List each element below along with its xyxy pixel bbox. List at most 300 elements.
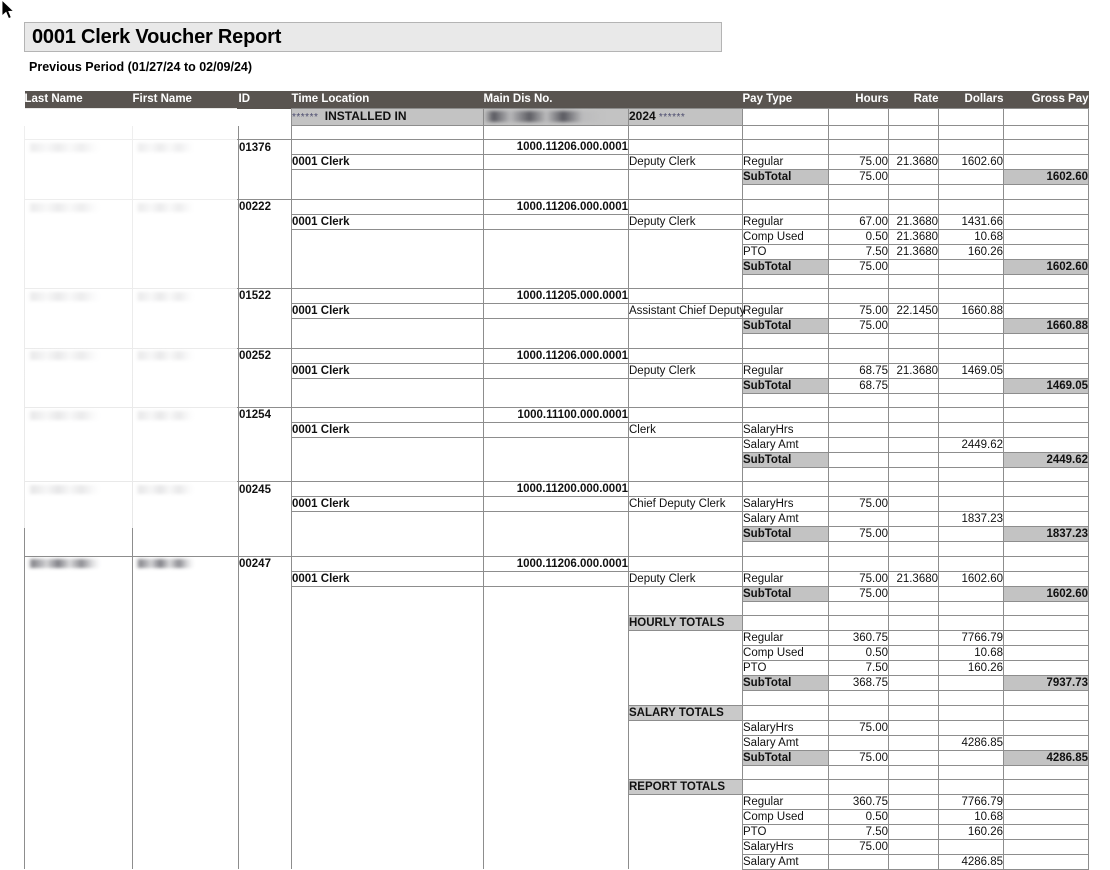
event-position: Chief Deputy Clerk xyxy=(629,497,743,512)
gap-cell xyxy=(829,185,889,199)
pay-line-firstname-blank xyxy=(133,512,239,527)
pay-type: Regular xyxy=(743,571,829,586)
totals-line-id-blank xyxy=(239,646,292,661)
pay-rate: 21.3680 xyxy=(889,571,939,586)
employee-main-dis-no: 1000.11206.000.0001 xyxy=(484,199,629,214)
subtotal-rate-blank xyxy=(889,319,939,334)
gap-cell xyxy=(25,601,133,615)
totals-hours: 0.50 xyxy=(829,646,889,661)
subtotal-id-blank xyxy=(239,586,292,601)
pay-line-maindis-blank xyxy=(484,512,629,527)
pay-line-maindis-blank xyxy=(484,155,629,170)
pay-line-maindis-blank xyxy=(484,422,629,437)
totals-line-lastname-blank xyxy=(25,824,133,839)
totals-subtotal-timeloc-blank xyxy=(292,750,484,765)
pay-dollars xyxy=(939,497,1004,512)
subtotal-firstname-blank xyxy=(133,378,239,393)
gap-cell xyxy=(939,467,1004,481)
totals-gross-blank xyxy=(1004,631,1089,646)
totals-line-event-blank xyxy=(629,839,743,854)
col-time-location: Time Location xyxy=(292,91,484,109)
totals-heading-row xyxy=(25,705,1089,720)
employee-first-name xyxy=(133,482,239,497)
subtotal-hours: 68.75 xyxy=(829,378,889,393)
spacer-last-name xyxy=(25,109,133,126)
gap-cell xyxy=(133,334,239,348)
gap-cell xyxy=(889,467,939,481)
employee-last-name xyxy=(25,140,133,155)
totals-pay-type: PTO xyxy=(743,824,829,839)
subtotal-gross-pay: 1469.05 xyxy=(1004,378,1089,393)
totals-line-row xyxy=(25,646,1089,661)
gap-cell xyxy=(829,467,889,481)
subtotal-event-blank xyxy=(629,527,743,542)
pay-line-lastname-blank xyxy=(25,437,133,452)
totals-hours: 7.50 xyxy=(829,824,889,839)
gap-cell xyxy=(133,467,239,481)
pay-hours: 75.00 xyxy=(829,155,889,170)
subtotal-gross-pay: 1837.23 xyxy=(1004,527,1089,542)
employee-hours-blank xyxy=(829,482,889,497)
gap-cell xyxy=(239,542,292,556)
employee-last-name xyxy=(25,407,133,422)
totals-firstname-blank xyxy=(133,705,239,720)
subtotal-timeloc-blank xyxy=(292,452,484,467)
subtotal-hours: 75.00 xyxy=(829,259,889,274)
pay-line-lastname-blank xyxy=(25,422,133,437)
subtotal-timeloc-blank xyxy=(292,170,484,185)
subtotal-maindis-blank xyxy=(484,259,629,274)
gap-cell xyxy=(939,185,1004,199)
totals-dollars-blank xyxy=(939,779,1004,794)
employee-timeloc-blank xyxy=(292,482,484,497)
pay-line-maindis-blank xyxy=(484,304,629,319)
subtotal-lastname-blank xyxy=(25,170,133,185)
pay-rate: 21.3680 xyxy=(889,244,939,259)
time-location: 0001 Clerk xyxy=(292,214,484,229)
spacer-cell xyxy=(829,126,889,140)
pay-gross-blank xyxy=(1004,155,1089,170)
totals-subtotal-event-blank xyxy=(629,676,743,691)
event-position: Assistant Chief Deputy xyxy=(629,305,746,318)
totals-line-firstname-blank xyxy=(133,809,239,824)
subtotal-rate-blank xyxy=(889,378,939,393)
pay-gross-blank xyxy=(1004,214,1089,229)
employee-paytype-blank xyxy=(743,482,829,497)
totals-rate xyxy=(889,631,939,646)
subtotal-event-blank xyxy=(629,319,743,334)
employee-dollars-blank xyxy=(939,140,1004,155)
gap-cell xyxy=(1004,691,1089,705)
totals-gross-blank xyxy=(1004,824,1089,839)
redacted-first-name xyxy=(136,292,194,301)
subtotal-lastname-blank xyxy=(25,452,133,467)
totals-id-blank xyxy=(239,779,292,794)
pay-line-firstname-blank xyxy=(133,437,239,452)
totals-line-row xyxy=(25,794,1089,809)
totals-line-timeloc-blank xyxy=(292,631,484,646)
pay-rate: 21.3680 xyxy=(889,214,939,229)
totals-line-maindis-blank xyxy=(484,646,629,661)
subtotal-label: SubTotal xyxy=(743,378,829,393)
subtotal-rate-blank xyxy=(889,527,939,542)
pay-gross-blank xyxy=(1004,244,1089,259)
totals-gross-blank xyxy=(1004,839,1089,854)
gap-cell xyxy=(239,185,292,199)
employee-last-name xyxy=(25,348,133,363)
employee-timeloc-blank xyxy=(292,556,484,571)
employee-event-blank xyxy=(629,289,743,304)
voucher-report-table xyxy=(24,91,1089,870)
redacted-last-name xyxy=(28,292,100,301)
pay-line-id-blank xyxy=(239,422,292,437)
subtotal-dollars-blank xyxy=(939,170,1004,185)
pay-line-row xyxy=(25,497,1089,512)
pay-line-id-blank xyxy=(239,155,292,170)
time-location: 0001 Clerk xyxy=(292,363,484,378)
col-rate: Rate xyxy=(889,91,939,109)
pay-type: Regular xyxy=(743,155,829,170)
installed-entity xyxy=(484,109,629,126)
subtotal-event-blank xyxy=(629,452,743,467)
subtotal-firstname-blank xyxy=(133,259,239,274)
subtotal-timeloc-blank xyxy=(292,586,484,601)
totals-maindis-blank xyxy=(484,705,629,720)
subtotal-gross-pay: 1660.88 xyxy=(1004,319,1089,334)
totals-line-id-blank xyxy=(239,854,292,869)
pay-hours: 7.50 xyxy=(829,244,889,259)
gap-cell xyxy=(1004,542,1089,556)
spacer-cell xyxy=(484,126,629,140)
pay-line-id-blank xyxy=(239,437,292,452)
event-position: Clerk xyxy=(629,422,743,437)
installed-hours-cell xyxy=(829,109,889,126)
time-location: 0001 Clerk xyxy=(292,571,484,586)
employee-event-blank xyxy=(629,556,743,571)
subtotal-hours: 75.00 xyxy=(829,586,889,601)
subtotal-label: SubTotal xyxy=(743,527,829,542)
totals-paytype-blank xyxy=(743,616,829,631)
employee-dollars-blank xyxy=(939,482,1004,497)
subtotal-gross-pay: 1602.60 xyxy=(1004,259,1089,274)
totals-line-firstname-blank xyxy=(133,839,239,854)
pay-gross-blank xyxy=(1004,422,1089,437)
event-position: Deputy Clerk xyxy=(629,155,743,170)
subtotal-lastname-blank xyxy=(25,527,133,542)
totals-subtotal-lastname-blank xyxy=(25,676,133,691)
pay-type: Regular xyxy=(743,214,829,229)
gap-cell xyxy=(829,691,889,705)
subtotal-row xyxy=(25,259,1089,274)
subtotal-rate-blank xyxy=(889,586,939,601)
totals-rate-blank xyxy=(889,779,939,794)
totals-line-event-blank xyxy=(629,720,743,735)
totals-line-maindis-blank xyxy=(484,809,629,824)
pay-hours xyxy=(829,437,889,452)
gap-cell xyxy=(939,601,1004,615)
spacer-cell xyxy=(133,126,239,140)
employee-hours-blank xyxy=(829,556,889,571)
subtotal-gross-pay: 1602.60 xyxy=(1004,170,1089,185)
subtotal-timeloc-blank xyxy=(292,319,484,334)
pay-type: Regular xyxy=(743,304,829,319)
gap-cell xyxy=(939,542,1004,556)
employee-timeloc-blank xyxy=(292,140,484,155)
employee-rate-blank xyxy=(889,556,939,571)
employee-last-name xyxy=(25,289,133,304)
totals-maindis-blank xyxy=(484,779,629,794)
gap-cell xyxy=(629,393,743,407)
totals-pay-type: Salary Amt xyxy=(743,854,829,869)
subtotal-lastname-blank xyxy=(25,378,133,393)
gap-cell xyxy=(25,765,133,779)
gap-cell xyxy=(629,542,743,556)
totals-heading: HOURLY TOTALS xyxy=(629,616,743,631)
totals-firstname-blank xyxy=(133,779,239,794)
redacted-last-name xyxy=(28,485,100,494)
subtotal-event-blank xyxy=(629,586,743,601)
employee-event-blank xyxy=(629,407,743,422)
subtotal-row xyxy=(25,452,1089,467)
subtotal-id-blank xyxy=(239,319,292,334)
pay-type: SalaryHrs xyxy=(743,497,829,512)
employee-rate-blank xyxy=(889,140,939,155)
pay-line-id-blank xyxy=(239,571,292,586)
employee-header-row xyxy=(25,199,1089,214)
installed-year: 2024 ****** xyxy=(629,109,743,126)
pay-line-firstname-blank xyxy=(133,214,239,229)
employee-gross-blank xyxy=(1004,407,1089,422)
redacted-county-name xyxy=(484,111,604,122)
subtotal-event-blank xyxy=(629,378,743,393)
gap-cell xyxy=(292,467,484,481)
totals-dollars-blank xyxy=(939,616,1004,631)
totals-rate xyxy=(889,646,939,661)
gap-cell xyxy=(239,765,292,779)
gap-row xyxy=(25,185,1089,199)
totals-line-event-blank xyxy=(629,661,743,676)
totals-gross-blank xyxy=(1004,616,1089,631)
gap-cell xyxy=(133,765,239,779)
totals-line-timeloc-blank xyxy=(292,824,484,839)
totals-subtotal-gross-pay: 7937.73 xyxy=(1004,676,1089,691)
employee-header-row xyxy=(25,482,1089,497)
col-id: ID xyxy=(239,91,292,109)
pay-line-row xyxy=(25,422,1089,437)
employee-main-dis-no: 1000.11206.000.0001 xyxy=(484,140,629,155)
gap-cell xyxy=(1004,601,1089,615)
pay-line-timeloc-blank xyxy=(292,437,484,452)
pay-line-row xyxy=(25,304,1089,319)
employee-first-name xyxy=(133,140,239,155)
totals-timeloc-blank xyxy=(292,779,484,794)
totals-line-firstname-blank xyxy=(133,631,239,646)
employee-rate-blank xyxy=(889,407,939,422)
gap-cell xyxy=(889,393,939,407)
gap-cell xyxy=(889,765,939,779)
totals-line-lastname-blank xyxy=(25,646,133,661)
event-position: Deputy Clerk xyxy=(629,214,743,229)
gap-cell xyxy=(1004,185,1089,199)
pay-line-row xyxy=(25,571,1089,586)
totals-line-id-blank xyxy=(239,720,292,735)
subtotal-maindis-blank xyxy=(484,586,629,601)
spacer-cell xyxy=(743,126,829,140)
spacer-cell xyxy=(629,126,743,140)
pay-line-lastname-blank xyxy=(25,497,133,512)
pay-dollars: 1602.60 xyxy=(939,571,1004,586)
totals-line-timeloc-blank xyxy=(292,661,484,676)
pay-line-lastname-blank xyxy=(25,304,133,319)
employee-paytype-blank xyxy=(743,348,829,363)
gap-cell xyxy=(25,274,133,288)
totals-pay-type: Comp Used xyxy=(743,646,829,661)
spacer-cell xyxy=(939,126,1004,140)
employee-paytype-blank xyxy=(743,556,829,571)
totals-dollars: 10.68 xyxy=(939,646,1004,661)
gap-cell xyxy=(484,393,629,407)
subtotal-id-blank xyxy=(239,527,292,542)
subtotal-timeloc-blank xyxy=(292,259,484,274)
time-location: 0001 Clerk xyxy=(292,304,484,319)
spacer-cell xyxy=(239,126,292,140)
gap-cell xyxy=(25,334,133,348)
gap-cell xyxy=(743,601,829,615)
subtotal-firstname-blank xyxy=(133,586,239,601)
totals-gross-blank xyxy=(1004,705,1089,720)
gap-cell xyxy=(889,334,939,348)
totals-line-event-blank xyxy=(629,631,743,646)
gap-cell xyxy=(484,467,629,481)
pay-type: Regular xyxy=(743,363,829,378)
gap-cell xyxy=(133,274,239,288)
subtotal-row xyxy=(25,527,1089,542)
pay-line-id-blank xyxy=(239,512,292,527)
totals-line-lastname-blank xyxy=(25,809,133,824)
subtotal-firstname-blank xyxy=(133,527,239,542)
gap-cell xyxy=(629,334,743,348)
gap-cell xyxy=(133,691,239,705)
totals-gross-blank xyxy=(1004,794,1089,809)
employee-timeloc-blank xyxy=(292,289,484,304)
employee-hours-blank xyxy=(829,348,889,363)
page-title: 0001 Clerk Voucher Report xyxy=(32,25,282,48)
employee-rate-blank xyxy=(889,289,939,304)
gap-row xyxy=(25,393,1089,407)
table-body xyxy=(25,109,1089,870)
subtotal-gross-pay: 1602.60 xyxy=(1004,586,1089,601)
installed-gross-cell xyxy=(1004,109,1089,126)
pay-line-id-blank xyxy=(239,244,292,259)
subtotal-row xyxy=(25,170,1089,185)
totals-hours: 0.50 xyxy=(829,809,889,824)
pay-hours: 0.50 xyxy=(829,229,889,244)
totals-gross-blank xyxy=(1004,661,1089,676)
employee-id: 01522 xyxy=(239,289,292,304)
totals-hours: 75.00 xyxy=(829,720,889,735)
pay-dollars xyxy=(939,422,1004,437)
subtotal-row xyxy=(25,319,1089,334)
gap-cell xyxy=(939,274,1004,288)
gap-cell xyxy=(292,185,484,199)
col-hours: Hours xyxy=(829,91,889,109)
totals-dollars: 7766.79 xyxy=(939,631,1004,646)
totals-subtotal-id-blank xyxy=(239,750,292,765)
totals-line-row xyxy=(25,854,1089,869)
gap-cell xyxy=(939,691,1004,705)
subtotal-hours: 75.00 xyxy=(829,319,889,334)
employee-hours-blank xyxy=(829,289,889,304)
employee-id: 01254 xyxy=(239,407,292,422)
totals-line-firstname-blank xyxy=(133,646,239,661)
pay-line-event-blank xyxy=(629,244,743,259)
totals-rate xyxy=(889,720,939,735)
pay-line-event-blank xyxy=(629,512,743,527)
pay-dollars: 1602.60 xyxy=(939,155,1004,170)
employee-timeloc-blank xyxy=(292,199,484,214)
pay-dollars: 160.26 xyxy=(939,244,1004,259)
redacted-first-name xyxy=(136,351,194,360)
gap-row xyxy=(25,467,1089,481)
employee-main-dis-no: 1000.11206.000.0001 xyxy=(484,556,629,571)
gap-cell xyxy=(133,601,239,615)
totals-hours: 75.00 xyxy=(829,839,889,854)
pay-rate: 21.3680 xyxy=(889,229,939,244)
table-header-row xyxy=(25,91,1089,109)
pay-line-firstname-blank xyxy=(133,229,239,244)
totals-line-maindis-blank xyxy=(484,794,629,809)
totals-gross-blank xyxy=(1004,854,1089,869)
totals-gross-blank xyxy=(1004,720,1089,735)
totals-line-firstname-blank xyxy=(133,794,239,809)
totals-hours: 360.75 xyxy=(829,794,889,809)
totals-line-id-blank xyxy=(239,794,292,809)
employee-gross-blank xyxy=(1004,556,1089,571)
report-title-bar xyxy=(24,22,722,52)
employee-event-blank xyxy=(629,348,743,363)
pay-line-event-blank xyxy=(629,437,743,452)
totals-firstname-blank xyxy=(133,616,239,631)
employee-main-dis-no: 1000.11100.000.0001 xyxy=(484,407,629,422)
gap-cell xyxy=(889,274,939,288)
gap-cell xyxy=(239,274,292,288)
employee-dollars-blank xyxy=(939,289,1004,304)
gap-cell xyxy=(1004,393,1089,407)
gap-cell xyxy=(743,274,829,288)
pay-line-maindis-blank xyxy=(484,497,629,512)
totals-line-event-blank xyxy=(629,794,743,809)
totals-hours-blank xyxy=(829,616,889,631)
gap-cell xyxy=(484,185,629,199)
gap-cell xyxy=(829,393,889,407)
pay-rate: 21.3680 xyxy=(889,363,939,378)
totals-pay-type: Comp Used xyxy=(743,809,829,824)
subtotal-lastname-blank xyxy=(25,319,133,334)
gap-cell xyxy=(889,601,939,615)
pay-dollars: 1431.66 xyxy=(939,214,1004,229)
subtotal-hours: 75.00 xyxy=(829,170,889,185)
totals-rate xyxy=(889,824,939,839)
totals-line-event-blank xyxy=(629,824,743,839)
employee-main-dis-no: 1000.11206.000.0001 xyxy=(484,348,629,363)
totals-rate xyxy=(889,735,939,750)
pay-line-firstname-blank xyxy=(133,422,239,437)
totals-line-lastname-blank xyxy=(25,720,133,735)
subtotal-gross-pay: 2449.62 xyxy=(1004,452,1089,467)
totals-subtotal-label: SubTotal xyxy=(743,676,829,691)
pay-line-timeloc-blank xyxy=(292,512,484,527)
employee-rate-blank xyxy=(889,348,939,363)
